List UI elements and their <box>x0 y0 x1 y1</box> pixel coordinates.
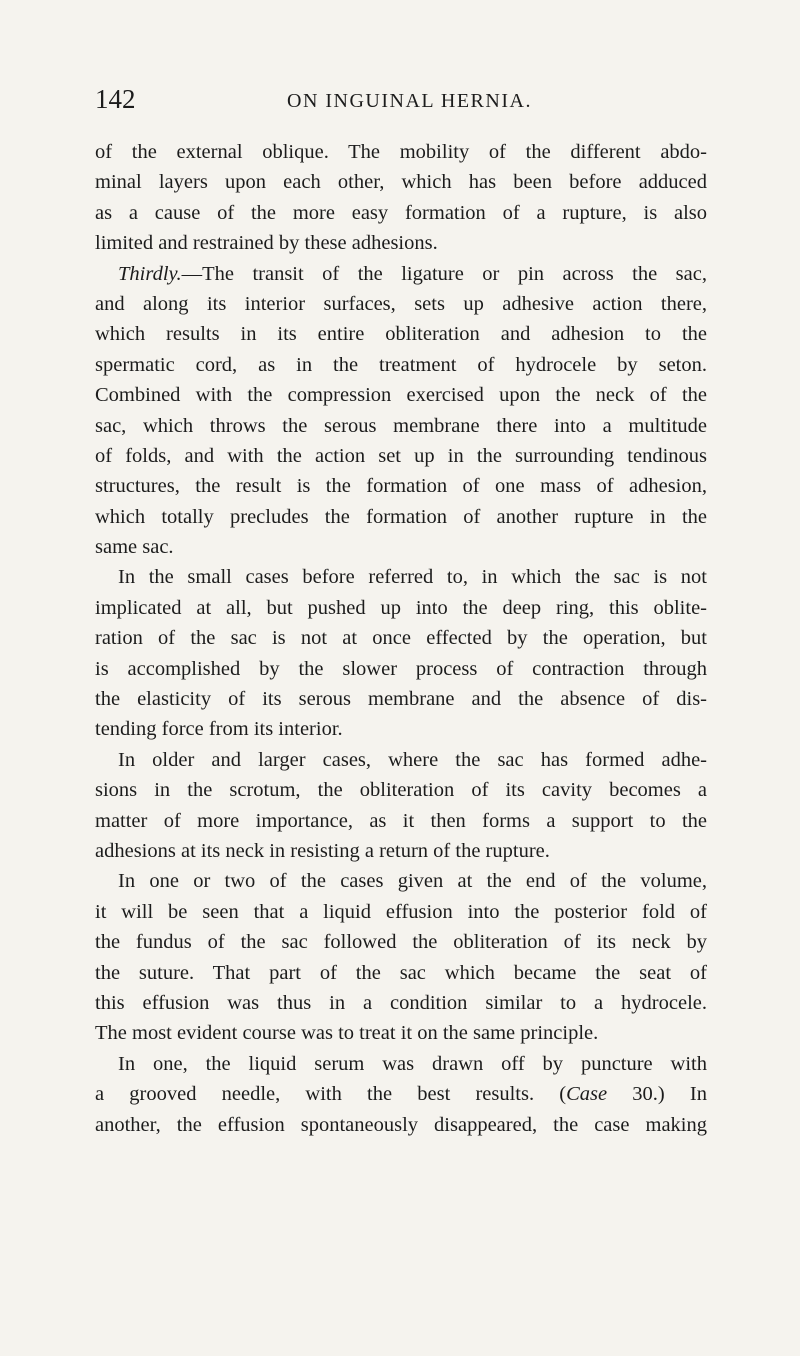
text-line <box>95 866 707 896</box>
text-run: the fundus of the sac followed the obliteration of its neck by <box>95 931 707 954</box>
text-line <box>95 228 707 258</box>
text-run: structures, the result is the formation of one mass of adhesion, <box>95 475 707 498</box>
text-run: —The transit of the ligature or pin across the sac, <box>181 262 707 285</box>
text-line <box>95 502 707 532</box>
text-line <box>95 714 707 744</box>
text-run: of folds, and with the action set up in the surrounding tendinous <box>95 444 707 467</box>
text-line <box>95 927 707 957</box>
text-run: sions in the scrotum, the obliteration of its cavity becomes a <box>95 779 707 802</box>
text-run: tending force from its interior. <box>95 718 343 741</box>
text-line <box>95 1018 707 1048</box>
text-line <box>95 1079 707 1109</box>
text-line <box>95 137 707 167</box>
italic-text: Thirdly. <box>118 262 182 285</box>
text-line <box>95 806 707 836</box>
text-run: the elasticity of its serous membrane and the absence of dis- <box>95 688 707 711</box>
text-line <box>95 745 707 775</box>
text-run: sac, which throws the serous membrane there into a multitude <box>95 414 707 437</box>
text-run: In the small cases before referred to, in which the sac is not <box>118 566 707 589</box>
text-run: matter of more importance, as it then forms a support to the <box>95 809 707 832</box>
text-run: which results in its entire obliteration and adhesion to the <box>95 323 707 346</box>
text-line <box>95 259 707 289</box>
page-number: 142 <box>95 84 136 114</box>
text-run: a grooved needle, with the best results. ( <box>95 1083 567 1106</box>
text-run: 30.) In <box>607 1083 707 1106</box>
text-line <box>95 897 707 927</box>
text-line <box>95 471 707 501</box>
text-run: In older and larger cases, where the sac has formed adhe- <box>118 748 707 771</box>
text-run: the suture. That part of the sac which became the seat of <box>95 961 707 984</box>
text-line <box>95 350 707 380</box>
text-run: it will be seen that a liquid effusion into the posterior fold of <box>95 900 707 923</box>
text-line <box>95 1110 707 1140</box>
text-run: and along its interior surfaces, sets up adhesive action there, <box>95 292 707 315</box>
text-run: is accomplished by the slower process of contraction through <box>95 657 707 680</box>
text-run: In one or two of the cases given at the end of the volume, <box>118 870 707 893</box>
text-line <box>95 289 707 319</box>
text-line <box>95 532 707 562</box>
italic-text: Case <box>566 1083 608 1106</box>
text-run: ration of the sac is not at once effected by the operation, but <box>95 627 707 650</box>
text-run: Combined with the compression exercised upon the neck of the <box>95 384 707 407</box>
text-line <box>95 988 707 1018</box>
text-run: minal layers upon each other, which has been before adduced <box>95 171 707 194</box>
text-run: In one, the liquid serum was drawn off by puncture with <box>118 1052 707 1075</box>
running-title: ON INGUINAL HERNIA. <box>287 90 532 112</box>
body-text <box>95 137 707 1140</box>
text-line <box>95 1049 707 1079</box>
text-run: another, the effusion spontaneously disappeared, the case making <box>95 1113 707 1136</box>
text-line <box>95 411 707 441</box>
text-line <box>95 441 707 471</box>
text-line <box>95 654 707 684</box>
text-run: this effusion was thus in a condition similar to a hydrocele. <box>95 991 707 1014</box>
text-run: The most evident course was to treat it on the same principle. <box>95 1022 599 1045</box>
text-run: of the external oblique. The mobility of the different abdo- <box>95 141 707 163</box>
text-line <box>95 836 707 866</box>
text-run: as a cause of the more easy formation of a rupture, is also <box>95 201 707 224</box>
text-run: limited and restrained by these adhesions. <box>95 232 438 255</box>
text-run: implicated at all, but pushed up into the deep ring, this oblite- <box>95 596 707 619</box>
text-line <box>95 958 707 988</box>
text-line <box>95 319 707 349</box>
text-line <box>95 775 707 805</box>
text-line <box>95 198 707 228</box>
text-line <box>95 167 707 197</box>
text-run: which totally precludes the formation of another rupture in the <box>95 505 707 528</box>
text-line <box>95 684 707 714</box>
text-line <box>95 623 707 653</box>
text-run: same sac. <box>95 536 174 559</box>
text-line <box>95 593 707 623</box>
text-run: adhesions at its neck in resisting a return of the rupture. <box>95 839 550 862</box>
text-line <box>95 380 707 410</box>
page-header <box>95 82 707 116</box>
text-run: spermatic cord, as in the treatment of hydrocele by seton. <box>95 353 707 376</box>
text-line <box>95 562 707 592</box>
